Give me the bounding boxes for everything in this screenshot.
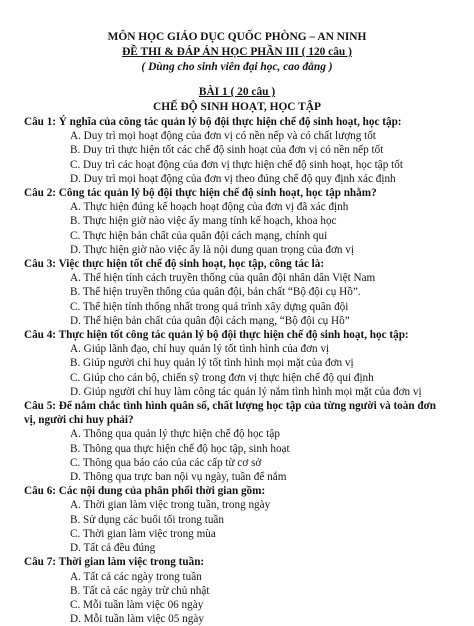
answer-option-a: A. Giúp lãnh đạo, chỉ huy quản lý tốt tình hình của đơn vị (70, 343, 330, 356)
answer-option-a: A. Thực hiện đúng kế hoạch hoạt động của đơn vị đã xác định (70, 201, 349, 214)
answer-option-c: C. Mỗi tuần làm việc 06 ngày (70, 598, 204, 611)
answer-option-b: B. Tất cả các ngày trừ chủ nhật (70, 584, 210, 597)
answer-option-b: B. Thể hiện truyền thống của quân đội, bản chất “Bộ đội cụ Hồ”. (70, 286, 361, 299)
answer-option-b: B. Thông qua thực hiện chế độ học tập, sinh hoạt (70, 442, 290, 455)
answer-option-b: B. Duy trì thực hiện tốt các chế độ sinh hoạt của đơn vị có nền nếp tốt (70, 144, 384, 157)
question-2 (24, 186, 450, 257)
question-text: Câu 4: Thực hiện tốt công tác quản lý bộ đội thực hiện chế độ sinh hoạt, học tập: (24, 329, 409, 342)
answer-option-a: A. Thông qua quản lý thực hiện chế độ học tập (70, 428, 280, 441)
question-text: Câu 2: Công tác quản lý bộ đội thực hiện chế độ sinh hoạt, học tập nhằm? (24, 187, 377, 200)
answer-option-c: C. Thời gian làm việc trong mùa (70, 527, 216, 540)
answer-option-c: C. Duy trì các hoạt động của đơn vị thực hiện chế độ sinh hoạt, học tập tốt (70, 158, 403, 171)
audience-note: ( Dùng cho sinh viên đại học, cao đẳng ) (141, 61, 333, 73)
question-text: Câu 5: Để nắm chắc tình hình quân số, chất lượng học tập của từng người và toàn đơn vị, người chỉ huy phải? (24, 400, 437, 427)
answer-option-b: B. Thực hiện giờ nào việc ấy mang tính kế hoạch, khoa học (70, 215, 337, 228)
answer-option-a: A. Thời gian làm việc trong tuần, trong ngày (70, 499, 271, 512)
exam-subtitle: ĐỀ THI & ĐÁP ÁN HỌC PHẦN III ( 120 câu ) (122, 46, 352, 58)
question-text: Câu 3: Việc thực hiện tốt chế độ sinh hoạt, học tập, công tác là: (24, 258, 325, 271)
answer-option-d: D. Tất cả đều đúng (70, 542, 156, 555)
question-4 (24, 328, 450, 399)
answer-option-a: A. Tất cả các ngày trong tuần (70, 570, 202, 583)
question-6 (24, 484, 450, 555)
answer-option-a: A. Duy trì mọi hoạt động của đơn vị có nền nếp và có chất lượng tốt (70, 130, 376, 143)
question-text: Câu 7: Thời gian làm việc trong tuần: (24, 556, 205, 569)
answer-option-c: C. Giúp cho cán bộ, chiến sỹ trong đơn vị thực hiện chế độ qui định (70, 371, 374, 384)
lesson-title: BÀI 1 ( 20 câu ) (198, 86, 276, 98)
answer-option-d: D. Giúp người chỉ huy làm công tác quản lý nắm tình hình mọi mặt của đơn vị (70, 385, 422, 398)
question-text: Câu 1: Ý nghĩa của công tác quản lý bộ đội thực hiện chế độ sinh hoạt, học tập: (24, 116, 402, 128)
question-3 (24, 257, 450, 328)
answer-option-d: D. Duy trì mọi hoạt động của đơn vị theo đúng chế độ quy định xác định (70, 172, 396, 185)
answer-option-d: D. Mỗi tuần làm việc 05 ngày (70, 613, 204, 626)
answer-option-b: B. Giúp người chỉ huy quản lý tốt tình hình mọi mặt của đơn vị (70, 357, 354, 370)
answer-option-a: A. Thể hiện tính cách truyền thống của quân đội nhân dân Việt Nam (70, 272, 376, 285)
answer-option-d: D. Thông qua trực ban nội vụ ngày, tuần để nắm (70, 471, 287, 484)
answer-option-b: B. Sử dụng các buổi tối trong tuần (70, 513, 224, 526)
question-1 (24, 115, 450, 186)
answer-option-c: C. Thể hiện tính thống nhất trong quá trình xây dựng quân đội (70, 300, 349, 313)
answer-option-c: C. Thông qua báo cáo của các cấp từ cơ sở (70, 456, 262, 469)
lesson-subtitle: CHẾ ĐỘ SINH HOẠT, HỌC TẬP (153, 101, 321, 113)
answer-option-c: C. Thực hiện bản chất của quân đội cách mạng, chính qui (70, 229, 328, 242)
question-7 (24, 555, 450, 626)
question-text: Câu 6: Các nội dung của phân phối thời gian gồm: (24, 485, 266, 498)
document-title: MÔN HỌC GIÁO DỤC QUỐC PHÒNG – AN NINH (107, 31, 367, 43)
answer-option-d: D. Thể hiện bản chất của quân đội cách mạng, “Bộ đội cụ Hồ” (70, 314, 350, 327)
question-5 (24, 399, 450, 484)
answer-option-d: D. Thực hiện giờ nào việc ấy là nội dung quan trọng của đơn vị (70, 243, 354, 256)
